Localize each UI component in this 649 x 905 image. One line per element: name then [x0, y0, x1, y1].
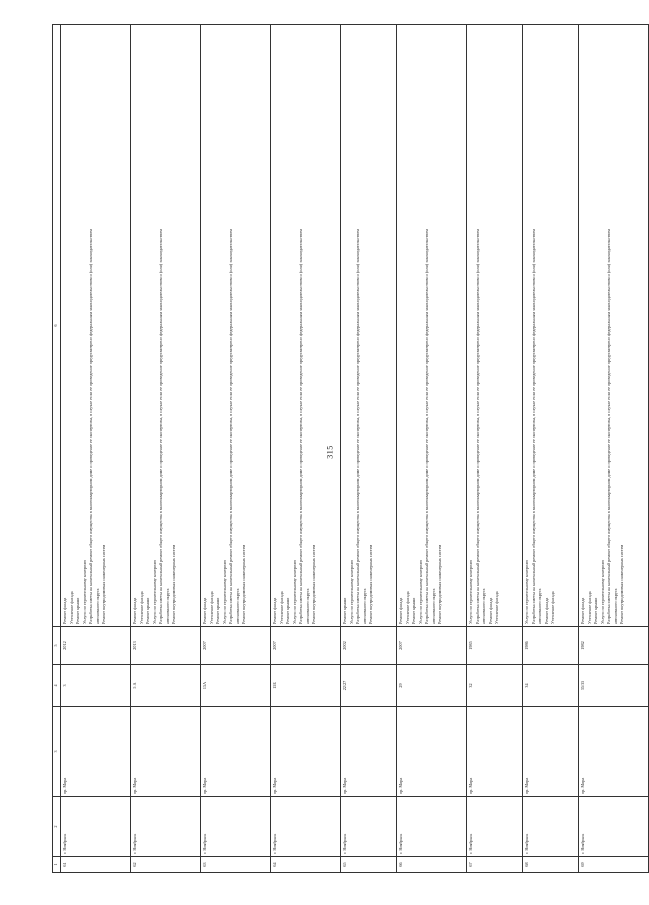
repair-program-table [52, 24, 649, 873]
work-item: Ремонт фасада [272, 597, 277, 624]
year-cell: 2007 [397, 627, 467, 665]
city-cell: г. Ноябрьск [341, 797, 397, 857]
work-item: Ремонт внутридомовых инженерных систем [171, 544, 176, 624]
table-row [341, 25, 397, 873]
city-cell: г. Ноябрьск [61, 797, 131, 857]
street-cell: пр. Мира [271, 707, 341, 797]
work-item: Разработка сметы на капитальный ремонт общего имущества в многоквартирном доме и проведение ее экспертизы, в случае если ее проведение предусмотрено федеральным законодательством и (или) законодательством [228, 229, 233, 624]
year-cell: 2012 [61, 627, 131, 665]
work-item: автономного округа [481, 588, 486, 624]
city-cell: г. Ноябрьск [579, 797, 649, 857]
works-cell [341, 25, 397, 627]
rotated-page-area [52, 25, 624, 873]
work-item: Разработка сметы на капитальный ремонт общего имущества в многоквартирном доме и проведение ее экспертизы, в случае если ее проведение предусмотрено федеральным законодательством и (или) законодательством [355, 229, 360, 624]
works-cell [523, 25, 579, 627]
house-number-cell: 15А [201, 665, 271, 707]
work-item: Услуги по строительному контролю [348, 559, 354, 624]
row-number-cell: 64 [271, 857, 341, 873]
table-row [523, 25, 579, 873]
header-cell-3: 3 [53, 707, 61, 797]
header-cell-4: 4 [53, 665, 61, 707]
table-row [201, 25, 271, 873]
header-cell-1: 1 [53, 857, 61, 873]
table-row [61, 25, 131, 873]
work-item: автономного округа [304, 588, 310, 624]
works-cell [397, 25, 467, 627]
work-item: автономного округа [430, 588, 436, 624]
house-number-cell: 5 А [131, 665, 201, 707]
street-cell: пр. Мира [341, 707, 397, 797]
house-number-cell: 35/35 [579, 665, 649, 707]
city-cell: г. Ноябрьск [523, 797, 579, 857]
row-number-cell: 66 [397, 857, 467, 873]
work-item: Ремонт крыши [593, 597, 598, 624]
work-item: Услуги по строительному контролю [524, 559, 529, 624]
street-cell: пр. Мира [523, 707, 579, 797]
header-cell-2: 2 [53, 797, 61, 857]
work-item: автономного округа [361, 588, 367, 624]
header-row [53, 25, 61, 873]
work-item: Утепление фасада [586, 591, 592, 624]
city-cell: г. Ноябрьск [467, 797, 523, 857]
work-item: автономного округа [234, 588, 240, 624]
table-row [131, 25, 201, 873]
city-cell: г. Ноябрьск [201, 797, 271, 857]
work-item: автономного округа [537, 588, 542, 624]
work-item: автономного округа [612, 588, 618, 624]
work-item: Услуги по строительному контролю [81, 559, 87, 624]
year-cell: 2007 [271, 627, 341, 665]
work-item: Ремонт крыши [285, 597, 290, 624]
year-cell: 1982 [579, 627, 649, 665]
work-item: Утепление фасада [404, 591, 410, 624]
row-number-cell: 67 [467, 857, 523, 873]
work-item: Ремонт внутридомовых инженерных систем [241, 544, 246, 624]
work-item: Ремонт фасада [62, 597, 67, 624]
work-item: Ремонт крыши [145, 597, 150, 624]
work-item: Услуги по строительному контролю [468, 559, 473, 624]
street-cell: пр. Мира [201, 707, 271, 797]
year-cell: 1986 [523, 627, 579, 665]
work-item: Ремонт крыши [215, 597, 220, 624]
work-item: Разработка сметы на капитальный ремонт общего имущества в многоквартирном доме и проведение ее экспертизы, в случае если ее проведение предусмотрено федеральным законодательством и (или) законодательством [474, 229, 480, 624]
year-cell: 2007 [201, 627, 271, 665]
table-row [397, 25, 467, 873]
work-item: Разработка сметы на капитальный ремонт общего имущества в многоквартирном доме и проведение ее экспертизы, в случае если ее проведение предусмотрено федеральным законодательством и (или) законодательством [606, 229, 611, 624]
city-cell: г. Ноябрьск [271, 797, 341, 857]
street-cell: пр. Мира [131, 707, 201, 797]
page-number: 315 [325, 445, 335, 459]
header-cell-6: 6 [53, 25, 61, 627]
house-number-cell: 22/27 [341, 665, 397, 707]
work-item: Разработка сметы на капитальный ремонт общего имущества в многоквартирном доме и проведение ее экспертизы, в случае если ее проведение предусмотрено федеральным законодательством и (или) законодательством [530, 229, 536, 624]
work-item: Ремонт фасада [580, 597, 585, 624]
work-item: автономного округа [164, 588, 170, 624]
work-item: Услуги по строительному контролю [417, 559, 423, 624]
row-number-cell: 63 [201, 857, 271, 873]
work-item: Ремонт крыши [342, 597, 347, 624]
house-number-cell: 15Б [271, 665, 341, 707]
year-cell: 2013 [131, 627, 201, 665]
row-number-cell: 61 [61, 857, 131, 873]
work-item: Услуги по строительному контролю [291, 559, 297, 624]
table-wrapper [52, 25, 624, 873]
work-item: Ремонт фасада [202, 597, 207, 624]
work-item: Ремонт крыши [75, 597, 80, 624]
table-row [579, 25, 649, 873]
row-number-cell: 65 [341, 857, 397, 873]
work-item: Ремонт фасада [132, 597, 137, 624]
city-cell: г. Ноябрьск [397, 797, 467, 857]
table-row [467, 25, 523, 873]
work-item: Услуги по строительному контролю [151, 559, 157, 624]
work-item: Разработка сметы на капитальный ремонт общего имущества в многоквартирном доме и проведение ее экспертизы, в случае если ее проведение предусмотрено федеральным законодательством и (или) законодательством [158, 229, 163, 624]
row-number-cell: 69 [579, 857, 649, 873]
work-item: Ремонт внутридомовых инженерных систем [437, 544, 442, 624]
work-item: Ремонт внутридомовых инженерных систем [101, 544, 106, 624]
year-cell: 2002 [341, 627, 397, 665]
street-cell: пр. Мира [397, 707, 467, 797]
work-item: Утепление фасада [494, 591, 499, 624]
work-item: Услуги по строительному контролю [221, 559, 227, 624]
header-cell-5: 5 [53, 627, 61, 665]
works-cell [131, 25, 201, 627]
table-row [271, 25, 341, 873]
work-item: Утепление фасада [208, 591, 214, 624]
year-cell: 1985 [467, 627, 523, 665]
works-cell [201, 25, 271, 627]
house-number-cell: 32 [467, 665, 523, 707]
work-item: Разработка сметы на капитальный ремонт общего имущества в многоквартирном доме и проведение ее экспертизы, в случае если ее проведение предусмотрено федеральным законодательством и (или) законодательством [424, 229, 429, 624]
street-cell: пр. Мира [579, 707, 649, 797]
work-item: Ремонт фасада [543, 597, 549, 624]
house-number-cell: 34 [523, 665, 579, 707]
works-cell [467, 25, 523, 627]
work-item: Утепление фасада [138, 591, 144, 624]
street-cell: пр. Мира [61, 707, 131, 797]
work-item: Утепление фасада [68, 591, 74, 624]
table-body [61, 25, 649, 873]
work-item: автономного округа [94, 588, 100, 624]
works-cell [61, 25, 131, 627]
work-item: Утепление фасада [550, 591, 555, 624]
work-item: Разработка сметы на капитальный ремонт общего имущества в многоквартирном доме и проведение ее экспертизы, в случае если ее проведение предусмотрено федеральным законодательством и (или) законодательством [298, 229, 303, 624]
work-item: Ремонт крыши [411, 597, 416, 624]
work-item: Утепление фасада [278, 591, 284, 624]
works-cell [579, 25, 649, 627]
work-item: Услуги по строительному контролю [599, 559, 605, 624]
row-number-cell: 68 [523, 857, 579, 873]
works-cell [271, 25, 341, 627]
work-item: Ремонт внутридомовых инженерных систем [311, 544, 316, 624]
house-number-cell: 29 [397, 665, 467, 707]
work-item: Ремонт фасада [398, 597, 403, 624]
work-item: Разработка сметы на капитальный ремонт общего имущества в многоквартирном доме и проведение ее экспертизы, в случае если ее проведение предусмотрено федеральным законодательством и (или) законодательством [88, 229, 93, 624]
street-cell: пр. Мира [467, 707, 523, 797]
row-number-cell: 62 [131, 857, 201, 873]
house-number-cell: 3 [61, 665, 131, 707]
work-item: Ремонт фасада [487, 597, 493, 624]
work-item: Ремонт внутридомовых инженерных систем [368, 544, 373, 624]
work-item: Ремонт внутридомовых инженерных систем [619, 544, 624, 624]
city-cell: г. Ноябрьск [131, 797, 201, 857]
